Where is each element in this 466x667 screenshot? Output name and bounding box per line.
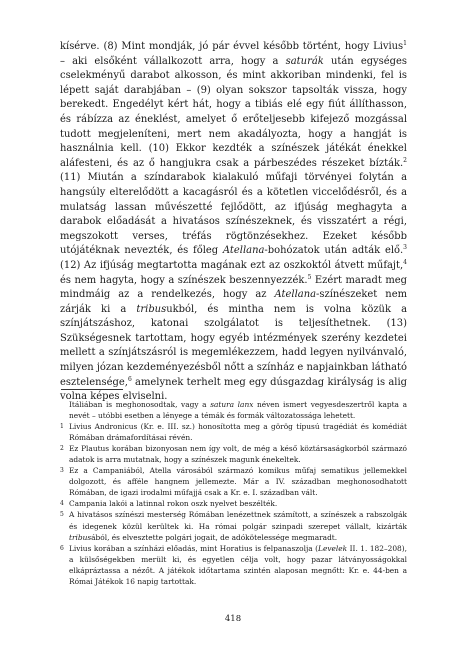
footnote-ref-2: 2 (403, 156, 407, 164)
fn5-b: ából, és elvesztette polgári jogait, de adókötelessége megmaradt. (91, 532, 338, 542)
term-levelek: Levelek (318, 543, 348, 553)
fn-cont-a: Itáliában is meghonosodtak, vagy a (69, 400, 211, 409)
footnotes (60, 399, 407, 587)
footnote-ref-6: 6 (127, 375, 132, 383)
term-tribus: tribus (136, 303, 167, 315)
text-run-8: Ezért maradt meg mindmáig az a rendelkezés, hogy az (60, 274, 407, 301)
footnote-4 (60, 498, 407, 509)
term-atellana-2: Atellana (274, 289, 317, 301)
footnote-ref-1: 1 (403, 40, 407, 47)
footnote-5 (60, 509, 407, 542)
text-run-2: – aki elsőként vállalkozott arra, hogy a (60, 55, 286, 67)
footnote-6 (60, 543, 407, 587)
main-text (60, 40, 407, 405)
footnote-ref-5: 5 (307, 273, 312, 281)
footnote-text: Ez Plautus korában bizonyosan nem így volt, de még a késő köztársaságkorból származó adatok is arra mutatnak, hogy a színészek magunk énekeltek. (69, 444, 407, 465)
fn6-b: II. 1. 182–208), a külsőségekben merült ki, és egyetlen célja volt, hogy pazar látványosságokkal elkápráztassa a nézőt. A játékok időtartama szintén alaposan megnőtt: Kr. e. 44-ben a Római Játékok 16 napig tartottak. (69, 543, 407, 586)
text-run-10: ukból, és mintha nem is volna közük a színjátszáshoz, katonai szolgálatot is teljesíthetnek. (13) Szükségesnek tartottam, hogy egyéb intézmények szerény kezdetei mellett a színjátszásról is megemlékezzem, hadd legyen nyilvánvaló, milyen józan kezdeményezésből nőtt a színház e napjainkban látható esztelensége, (60, 303, 408, 388)
term-satura-lanx: satura lanx (210, 400, 254, 409)
page-number: 418 (224, 614, 242, 624)
footnote-separator (61, 389, 123, 390)
text-run-5: -bohózatok után adták elő. (264, 245, 404, 257)
term-saturak: saturák (285, 55, 324, 67)
text-run-1: kísérve. (8) Mint mondják, jó pár évvel később történt, hogy Livius (60, 41, 404, 52)
footnote-text: Livius Andronicus (Kr. e. III. sz.) honosította meg a görög típusú tragédiát és komédiát Rómában drámafordításai révén. (69, 422, 407, 443)
fn6-a: Livius korában a színházi előadás, mint Horatius is felpanaszolja ( (69, 543, 319, 553)
footnote-number: 2 (60, 445, 64, 453)
footnote-3 (60, 465, 407, 498)
text-run-9: -színészeket nem zárják ki a (60, 289, 407, 315)
term-atellana: Atellana (222, 245, 265, 257)
footnote-text: Ez a Campaniából, Atella városából származó komikus műfaj sematikus jellemekkel dolgozott, és afféle hangnem jellemezte. Már a IV. században meghonosodhatott Rómában, de igazi irodalmi műfajjá csak a Kr. e. I. században vált. (69, 466, 407, 498)
footnote-continuation (60, 399, 407, 421)
footnote-2 (60, 443, 407, 465)
footnote-ref-3: 3 (403, 244, 407, 252)
footnote-ref-4: 4 (403, 258, 407, 266)
footnote-number: 3 (60, 467, 64, 475)
footnote-number: 5 (60, 511, 64, 519)
text-run-4: (11) Miután a színdarabok kialakuló műfaji törvényei folytán a hangsúly elterelődött a kacagásról és a kötetlen viccelődésről, és a mulatság lassan művészetté fejlődött, az ifjúság meghagyta a darabok előadását a hivatásos színészeknek, és visszatért a régi, megszokott verses, tréfás rögtönzésekhez. Ezeket később utójátéknak nevezték, és főleg (60, 172, 407, 257)
body-paragraph (60, 40, 407, 405)
term-tribus-fn: tribus (69, 532, 92, 542)
footnote-number: 1 (60, 423, 64, 431)
fn5-a: A hivatásos színészi mesterség Rómában lenézettnek számított, a színészek a rabszolgák és idegenek közül kerültek ki. Ha római polgár szinpadi szerepet vállalt, kizárták (69, 510, 407, 531)
text-run-11: amelynek terhelt meg egy dúsgazdag királyság is alig volna képes elviselni. (60, 376, 407, 403)
text-run-3: után egységes cselekményű darabot alkosson, és mint akkoriban mindenki, fel is lépett saját darabjában – (9) olyan sokszor tapsolták vissza, hogy berekedt. Engedélyt kért hát, hogy a tibiás elé egy fiút állíthasson, és rábízza az éneklést, amelyet ő erőteljesebb kifejező mozgással tudott megjeleníteni, mert nem akadályozta, hogy a hangját is használnia kell. (10) Ekkor kezdték a színészek játékát énekkel aláfesteni, és az ő hangjukra csak a párbeszédes részeket bízták. (60, 55, 407, 169)
fn-cont-b: néven ismert vegyesdeszertről kapta a nevét – utóbbi esetben a lényege a témák és formák változatossága lehetett. (69, 400, 407, 421)
footnote-number: 6 (60, 544, 64, 552)
text-run-7: és nem hagyta, hogy a színészek beszennyezzék. (60, 274, 308, 286)
footnote-number: 4 (60, 500, 64, 508)
footnote-1 (60, 421, 407, 443)
footnote-text: Campania lakói a latinnal rokon oszk nyelvet beszélték. (69, 499, 278, 509)
text-run-6: (12) Az ifjúság megtartotta magának ezt az oszkoktól átvett műfajt, (60, 259, 404, 271)
